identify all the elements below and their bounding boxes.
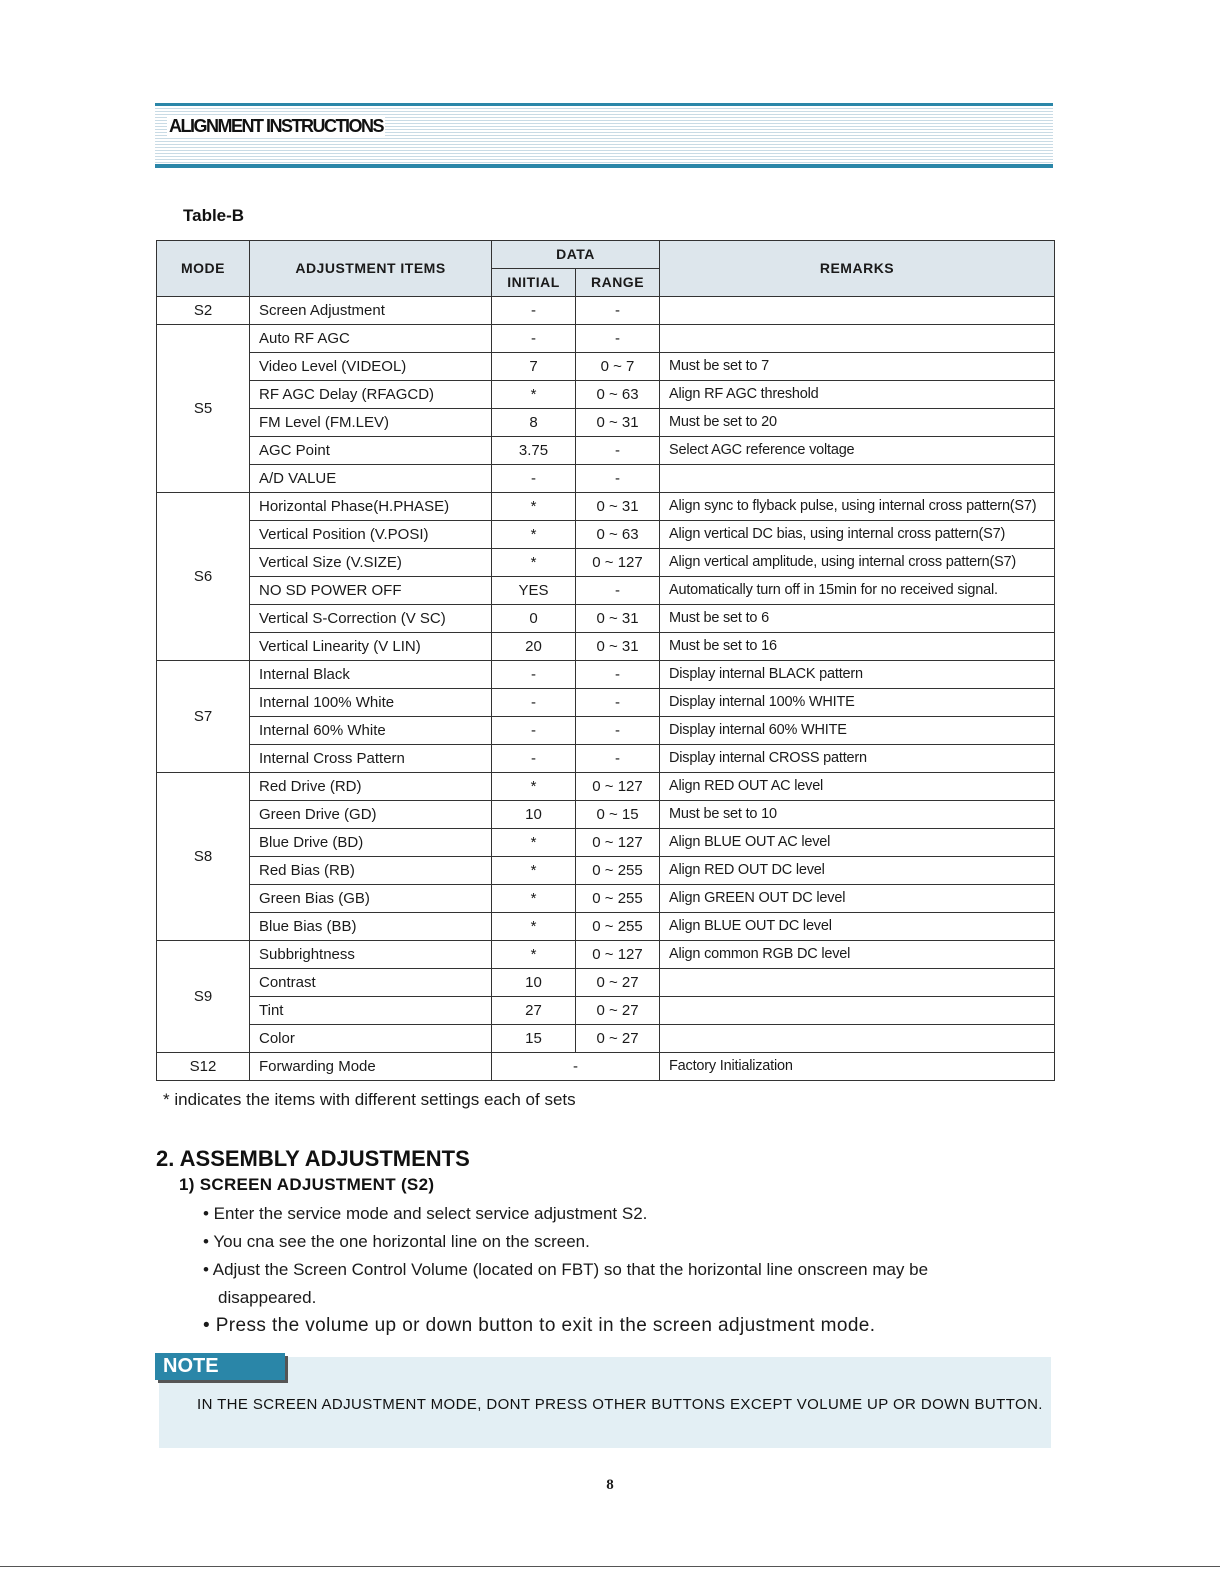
item-cell: Internal Black <box>250 661 492 689</box>
item-cell: Red Drive (RD) <box>250 773 492 801</box>
range-cell: - <box>576 297 660 325</box>
item-cell: Subbrightness <box>250 941 492 969</box>
range-cell: 0 ~ 255 <box>576 857 660 885</box>
table-row <box>157 801 1055 829</box>
page-number: 8 <box>606 1477 614 1493</box>
item-cell: FM Level (FM.LEV) <box>250 409 492 437</box>
remark-cell: Must be set to 10 <box>660 801 1055 829</box>
data-cell: - <box>492 1053 660 1081</box>
note-text: IN THE SCREEN ADJUSTMENT MODE, DONT PRESS OTHER BUTTONS EXCEPT VOLUME UP OR DOWN BUTTON. <box>197 1396 1043 1413</box>
range-cell: - <box>576 689 660 717</box>
item-cell: Blue Bias (BB) <box>250 913 492 941</box>
initial-cell: 0 <box>492 605 576 633</box>
remark-cell: Align vertical amplitude, using internal cross pattern(S7) <box>660 549 1055 577</box>
item-cell: Vertical Position (V.POSI) <box>250 521 492 549</box>
remark-cell: Align RED OUT AC level <box>660 773 1055 801</box>
header-remarks: REMARKS <box>660 241 1055 297</box>
initial-cell: 15 <box>492 1025 576 1053</box>
initial-cell: 7 <box>492 353 576 381</box>
range-cell: 0 ~ 31 <box>576 633 660 661</box>
table-body <box>157 297 1055 1081</box>
mode-cell: S9 <box>157 941 250 1053</box>
remark-cell <box>660 969 1055 997</box>
item-cell: Internal Cross Pattern <box>250 745 492 773</box>
remark-cell <box>660 325 1055 353</box>
table-row <box>157 773 1055 801</box>
remark-cell: Display internal 100% WHITE <box>660 689 1055 717</box>
range-cell: - <box>576 325 660 353</box>
initial-cell: * <box>492 857 576 885</box>
range-cell: - <box>576 437 660 465</box>
header-adjustment-items: ADJUSTMENT ITEMS <box>250 241 492 297</box>
item-cell: Color <box>250 1025 492 1053</box>
initial-cell: 10 <box>492 969 576 997</box>
range-cell: 0 ~ 127 <box>576 773 660 801</box>
table-row <box>157 297 1055 325</box>
table-row <box>157 605 1055 633</box>
remark-cell: Align BLUE OUT AC level <box>660 829 1055 857</box>
range-cell: 0 ~ 127 <box>576 941 660 969</box>
mode-cell: S5 <box>157 325 250 493</box>
section-header-band <box>155 103 1053 168</box>
remark-cell: Automatically turn off in 15min for no received signal. <box>660 577 1055 605</box>
range-cell: 0 ~ 31 <box>576 605 660 633</box>
remark-cell: Align RF AGC threshold <box>660 381 1055 409</box>
initial-cell: * <box>492 773 576 801</box>
item-cell: AGC Point <box>250 437 492 465</box>
remark-cell: Display internal CROSS pattern <box>660 745 1055 773</box>
item-cell: RF AGC Delay (RFAGCD) <box>250 381 492 409</box>
initial-cell: - <box>492 717 576 745</box>
item-cell: Screen Adjustment <box>250 297 492 325</box>
header-range: RANGE <box>576 269 660 297</box>
initial-cell: * <box>492 521 576 549</box>
range-cell: 0 ~ 63 <box>576 381 660 409</box>
table-row <box>157 717 1055 745</box>
table-row <box>157 381 1055 409</box>
range-cell: - <box>576 465 660 493</box>
header-mode: MODE <box>157 241 250 297</box>
item-cell: Video Level (VIDEOL) <box>250 353 492 381</box>
table-row <box>157 913 1055 941</box>
mode-cell: S8 <box>157 773 250 941</box>
table-row <box>157 857 1055 885</box>
item-cell: Vertical S-Correction (V SC) <box>250 605 492 633</box>
range-cell: 0 ~ 255 <box>576 913 660 941</box>
subsection-title: 1) SCREEN ADJUSTMENT (S2) <box>179 1175 435 1194</box>
mode-cell: S12 <box>157 1053 250 1081</box>
item-cell: Forwarding Mode <box>250 1053 492 1081</box>
table-row <box>157 437 1055 465</box>
remark-cell: Display internal BLACK pattern <box>660 661 1055 689</box>
initial-cell: * <box>492 941 576 969</box>
remark-cell: Display internal 60% WHITE <box>660 717 1055 745</box>
range-cell: 0 ~ 27 <box>576 1025 660 1053</box>
initial-cell: YES <box>492 577 576 605</box>
item-cell: Vertical Linearity (V LIN) <box>250 633 492 661</box>
initial-cell: - <box>492 689 576 717</box>
range-cell: 0 ~ 31 <box>576 409 660 437</box>
range-cell: 0 ~ 255 <box>576 885 660 913</box>
item-cell: Vertical Size (V.SIZE) <box>250 549 492 577</box>
table-row <box>157 633 1055 661</box>
bottom-rule <box>0 1566 1220 1567</box>
initial-cell: 8 <box>492 409 576 437</box>
initial-cell: 3.75 <box>492 437 576 465</box>
item-cell: Internal 60% White <box>250 717 492 745</box>
remark-cell: Must be set to 6 <box>660 605 1055 633</box>
initial-cell: * <box>492 549 576 577</box>
table-row <box>157 941 1055 969</box>
table-row <box>157 549 1055 577</box>
remark-cell: Align vertical DC bias, using internal cross pattern(S7) <box>660 521 1055 549</box>
item-cell: NO SD POWER OFF <box>250 577 492 605</box>
instruction-item: • You cna see the one horizontal line on the screen. <box>203 1232 590 1251</box>
item-cell: Blue Drive (BD) <box>250 829 492 857</box>
table-row <box>157 745 1055 773</box>
initial-cell: 27 <box>492 997 576 1025</box>
header-data: DATA <box>492 241 660 269</box>
remark-cell: Must be set to 20 <box>660 409 1055 437</box>
range-cell: - <box>576 745 660 773</box>
remark-cell: Align GREEN OUT DC level <box>660 885 1055 913</box>
item-cell: Red Bias (RB) <box>250 857 492 885</box>
initial-cell: - <box>492 661 576 689</box>
item-cell: Auto RF AGC <box>250 325 492 353</box>
initial-cell: * <box>492 829 576 857</box>
range-cell: 0 ~ 27 <box>576 969 660 997</box>
initial-cell: - <box>492 297 576 325</box>
item-cell: Internal 100% White <box>250 689 492 717</box>
table-row <box>157 829 1055 857</box>
instruction-list <box>203 1202 983 1342</box>
range-cell: 0 ~ 31 <box>576 493 660 521</box>
table-row <box>157 577 1055 605</box>
initial-cell: 10 <box>492 801 576 829</box>
table-row <box>157 493 1055 521</box>
instruction-item: • Adjust the Screen Control Volume (located on FBT) so that the horizontal line onscreen may be <box>203 1260 929 1279</box>
page-title: ALIGNMENT INSTRUCTIONS <box>169 116 383 136</box>
range-cell: 0 ~ 127 <box>576 549 660 577</box>
instruction-item: • Press the volume up or down button to exit in the screen adjustment mode. <box>203 1315 876 1336</box>
table-row <box>157 325 1055 353</box>
range-cell: 0 ~ 15 <box>576 801 660 829</box>
remark-cell: Align BLUE OUT DC level <box>660 913 1055 941</box>
instruction-item-continuation: disappeared. <box>218 1288 317 1307</box>
remark-cell <box>660 1025 1055 1053</box>
adjustment-table <box>156 240 1055 1081</box>
range-cell: - <box>576 661 660 689</box>
table-row <box>157 969 1055 997</box>
item-cell: Tint <box>250 997 492 1025</box>
remark-cell: Align sync to flyback pulse, using internal cross pattern(S7) <box>660 493 1055 521</box>
table-row <box>157 521 1055 549</box>
table-row <box>157 465 1055 493</box>
range-cell: 0 ~ 63 <box>576 521 660 549</box>
table-row <box>157 1025 1055 1053</box>
note-label: NOTE <box>155 1353 285 1380</box>
remark-cell: Factory Initialization <box>660 1053 1055 1081</box>
item-cell: Contrast <box>250 969 492 997</box>
range-cell: 0 ~ 127 <box>576 829 660 857</box>
mode-cell: S6 <box>157 493 250 661</box>
initial-cell: * <box>492 381 576 409</box>
remark-cell: Align common RGB DC level <box>660 941 1055 969</box>
footnote: * indicates the items with different settings each of sets <box>163 1090 576 1109</box>
table-row <box>157 661 1055 689</box>
instruction-item: • Enter the service mode and select service adjustment S2. <box>203 1204 648 1223</box>
item-cell: Green Bias (GB) <box>250 885 492 913</box>
table-row <box>157 353 1055 381</box>
table-row <box>157 689 1055 717</box>
initial-cell: - <box>492 745 576 773</box>
range-cell: - <box>576 717 660 745</box>
remark-cell <box>660 997 1055 1025</box>
initial-cell: 20 <box>492 633 576 661</box>
mode-cell: S2 <box>157 297 250 325</box>
initial-cell: * <box>492 885 576 913</box>
remark-cell: Must be set to 7 <box>660 353 1055 381</box>
header-initial: INITIAL <box>492 269 576 297</box>
remark-cell: Must be set to 16 <box>660 633 1055 661</box>
initial-cell: * <box>492 913 576 941</box>
remark-cell <box>660 297 1055 325</box>
mode-cell: S7 <box>157 661 250 773</box>
item-cell: Green Drive (GD) <box>250 801 492 829</box>
range-cell: - <box>576 577 660 605</box>
remark-cell: Select AGC reference voltage <box>660 437 1055 465</box>
item-cell: A/D VALUE <box>250 465 492 493</box>
range-cell: 0 ~ 7 <box>576 353 660 381</box>
remark-cell <box>660 465 1055 493</box>
item-cell: Horizontal Phase(H.PHASE) <box>250 493 492 521</box>
table-row <box>157 1053 1055 1081</box>
table-row <box>157 409 1055 437</box>
remark-cell: Align RED OUT DC level <box>660 857 1055 885</box>
section-title: 2. ASSEMBLY ADJUSTMENTS <box>156 1146 470 1171</box>
initial-cell: - <box>492 465 576 493</box>
table-row <box>157 997 1055 1025</box>
initial-cell: - <box>492 325 576 353</box>
range-cell: 0 ~ 27 <box>576 997 660 1025</box>
initial-cell: * <box>492 493 576 521</box>
table-row <box>157 885 1055 913</box>
table-caption: Table-B <box>183 206 245 225</box>
